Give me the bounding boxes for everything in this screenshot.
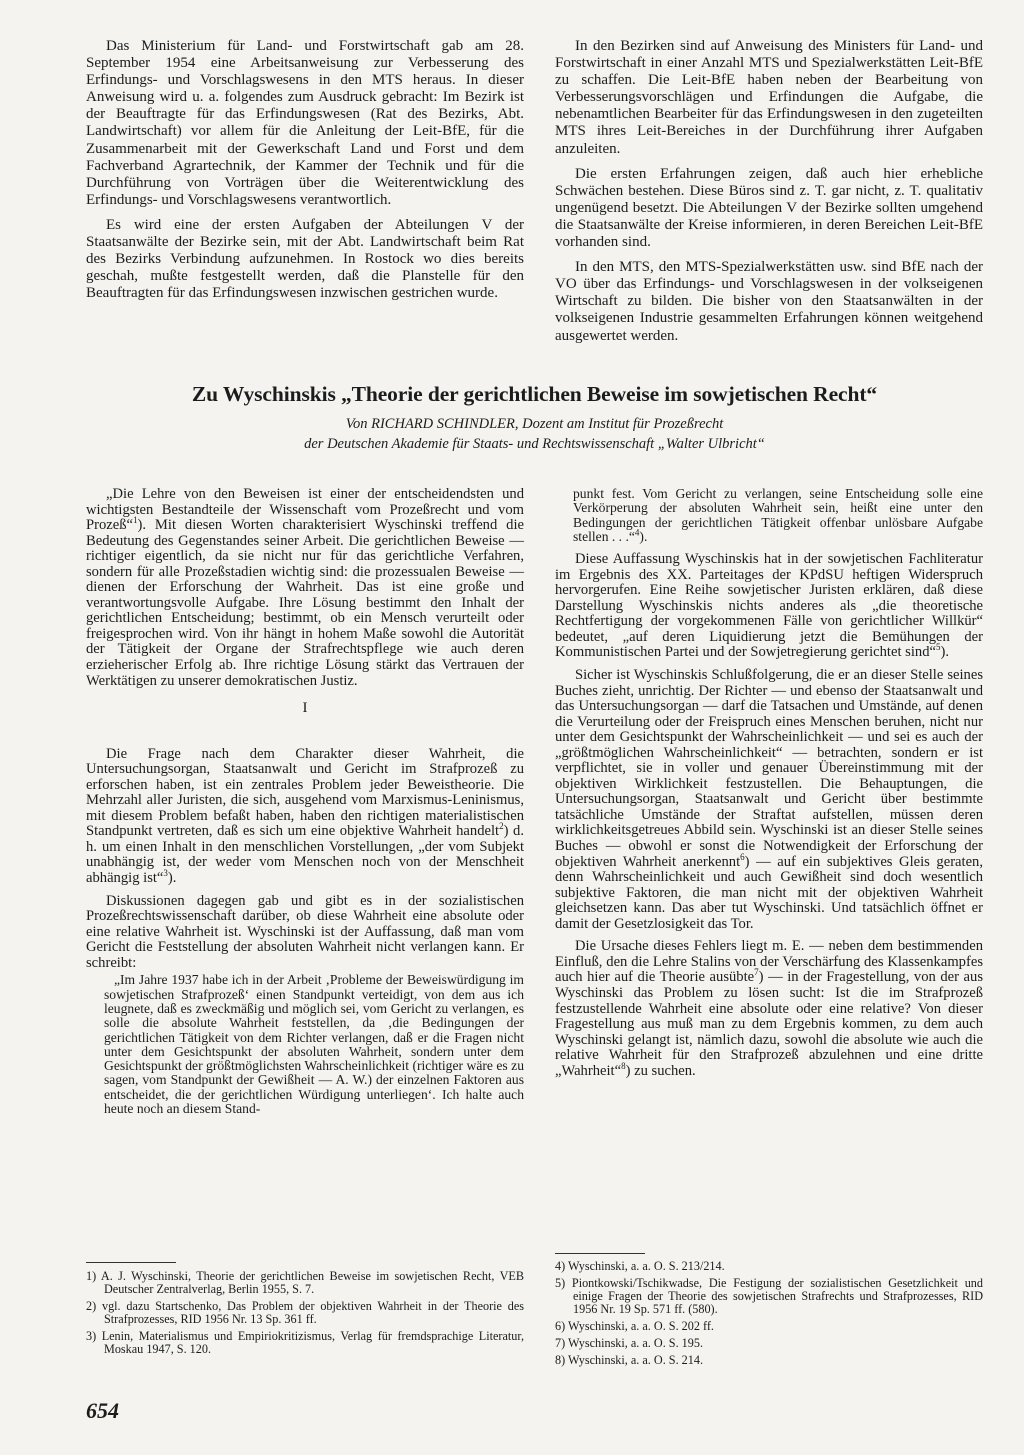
section-numeral: I xyxy=(302,700,308,717)
footnote: 1) A. J. Wyschinski, Theorie der gerichtlichen Beweise im sowjetischen Recht, VEB Deutscher Zentralverlag, Berlin 1955, S. 7. xyxy=(86,1269,524,1296)
article-left-column xyxy=(86,487,524,1116)
paragraph xyxy=(86,487,524,689)
paragraph: In den MTS, den MTS-Spezialwerkstätten usw. sind BfE nach der VO über das Erfindungs- und Vorschlagswesen in der volkseigenen Wirtschaft zu bilden. Die bisher von den Staatsanwälten in der volkseigenen Industrie gesammelten Erfahrungen können weitgehend ausgewertet werden. xyxy=(555,259,983,344)
paragraph-text: ). xyxy=(940,644,949,661)
block-quote: „Im Jahre 1937 habe ich in der Arbeit ‚Probleme der Beweiswürdigung im sowjetischen Strafprozeß‘ einen Standpunkt verteidigt, von dem aus ich leugnete, daß es zweckmäßig und möglich sei, vom Gericht zu verlangen, es solle die absolute Wahrheit feststellen, da ‚die Bedingungen der gerichtlichen Tätigkeit von dem Richter verlangen, daß er die Fragen nicht unter dem Gesichtspunkt der absoluten Wahrheit, sondern unter dem Gesichtspunkt der größtmöglichsten Wahrscheinlichkeit (richtiger wäre es zu sagen, vom Standpunkt der Gewißheit — A. W.) der einzelnen Faktoren aus entscheidet, die der gerichtlichen Würdigung unterliegen‘. Ich halte auch heute noch an diesem Stand- xyxy=(104,972,524,1116)
paragraph xyxy=(555,939,983,1079)
footnote: 5) Piontkowski/Tschikwadse, Die Festigung der sozialistischen Gesetzlichkeit und einige Fragen der Theorie des sowjetischen Strafrechts und Strafprozesses, RID 1956 Nr. 19 Sp. 571 ff. (580). xyxy=(555,1276,983,1316)
paragraph-text: ). Mit diesen Worten charakterisiert Wyschinski treffend die Bedeutung des Gegenstandes seiner Arbeit. Die gerichtlichen Beweise — richtiger eigentlich, da sie nicht nur für das gerichtliche Verfahren, sondern für alle Prozeßstadien wichtig sind: die prozessualen Beweise — dienen der Erforschung der Wahrheit. Das ist eine große und verantwortungsvolle Aufgabe. Ihre Lösung bestimmt den Inhalt der gerichtlichen Entscheidung; bestimmt, ob ein Mensch verurteilt oder freigesprochen wird. Von ihr hängt in hohem Maße sowohl die Autorität der Tätigkeit der Organe der Strafrechtspflege wie auch deren erzieherischer Erfolg ab. Ihre richtige Lösung stärkt das Vertrauen der Werktätigen zu unserer demokratischen Justiz. xyxy=(86,517,524,689)
top-article-right-column xyxy=(555,38,983,353)
paragraph xyxy=(555,552,983,661)
footnote: 4) Wyschinski, a. a. O. S. 213/214. xyxy=(555,1259,725,1273)
paragraph xyxy=(555,668,983,932)
footnote-ref[interactable]: 3 xyxy=(163,868,168,879)
footnote-ref[interactable]: 4 xyxy=(634,527,640,538)
article-right-column xyxy=(555,487,983,1086)
paragraph-text: ) zu suchen. xyxy=(625,1062,696,1079)
paragraph: Das Ministerium für Land- und Forstwirtschaft gab am 28. September 1954 eine Arbeitsanweisung zur Verbesserung des Erfindungs- und Vorschlagswesens in den MTS heraus. In dieser Anweisung wird u. a. folgendes zum Ausdruck gebracht: Im Bezirk ist der Beauftragte für das Erfindungswesen (Rat des Bezirks, Abt. Landwirtschaft) vor allem für die Anleitung der Leit-BfE, für die Zusammenarbeit mit der Gewerkschaft Land und Forst und dem Fachverband Agrartechnik, der Kammer der Technik und für die Durchführung von Vorträgen über die Weiterentwicklung des Erfindungs- und Vorschlagswesens verantwortlich. xyxy=(86,38,524,208)
byline-line-1: Von RICHARD SCHINDLER, Dozent am Institut für Prozeßrecht xyxy=(345,416,724,432)
footnote: 2) vgl. dazu Startschenko, Das Problem der objektiven Wahrheit in der Theorie des Strafprozesses, RID 1956 Nr. 13 Sp. 361 ff. xyxy=(86,1299,524,1326)
top-article-left-column xyxy=(86,38,524,310)
footnotes-left xyxy=(86,1270,524,1360)
quote-text: punkt fest. Vom Gericht zu verlangen, seine Entscheidung solle eine Verkörperung der absoluten Wahrheit sein, heißt eine unter den Bedingungen der gerichtlichen Tätigkeit offenbar unlösbare Aufgabe stellen . . .“ xyxy=(573,486,983,544)
footnote-divider xyxy=(555,1253,645,1254)
paragraph-text: ). xyxy=(167,870,177,887)
footnote-divider xyxy=(86,1262,176,1263)
paragraph-text: Die Ursache dieses Fehlers liegt m. E. — neben dem bestimmenden Einfluß, den die Lehre Stalins von der Verschärfung des Klassenkampfes auch hier auf die Theorie ausübte xyxy=(555,938,983,986)
footnote-ref[interactable]: 6 xyxy=(740,851,745,862)
paragraph-text: Sicher ist Wyschinskis Schlußfolgerung, die er an dieser Stelle seines Buches zieht, unrichtig. Der Richter — und ebenso der Staatsanwalt und das Untersuchungsorgan — darf die Tatsachen und Umstände, auf denen die Verurteilung oder der Freispruch eines Menschen beruhen, nicht nur unter dem Gesichtspunkt der Wahrscheinlichkeit — und sei es auch der „größtmöglichen Wahrscheinlichkeit“ — betrachten, sondern er ist verpflichtet, sie in voller und genauer Übereinstimmung mit der objektiven Wirklichkeit festzustellen. Die Behauptungen, die Untersuchungsorgan, Staatsanwalt und Gericht über bestimmte tatsächliche Umstände der Straftat aufstellen, müssen deren wirklichkeitsgetreues Abbild sein. Wyschinski ist an dieser Stelle seines Buches — obwohl er sonst die Notwendigkeit der Erforschung der objektiven Wahrheit anerkennt xyxy=(555,667,983,870)
quote-text: ). xyxy=(639,528,648,544)
footnotes-right xyxy=(555,1260,983,1371)
paragraph-text: ) — in der Fragestellung, von der aus Wyschinski das Problem zu lösen sucht: Ist die im Strafprozeß festzustellende Wahrheit eine absolute oder eine relative? Von dieser Fragestellung aus muß man zu dem Ergebnis kommen, zu dem auch Wyschinski gelangt ist, nämlich dazu, sowohl die absolute wie auch die relative Wahrheit für den Strafprozeß abzulehnen und eine dritte „Wahrheit“ xyxy=(555,969,984,1079)
paragraph xyxy=(86,747,524,887)
footnote: 7) Wyschinski, a. a. O. S. 195. xyxy=(555,1336,703,1350)
paragraph-text: ) — auf ein subjektives Gleis geraten, denn Wahrscheinlichkeit und auch Gewißheit sind doch wesentlich subjektive Faktoren, die man nicht mit der objektiven Wahrheit gleichsetzen kann. Das aber tut Wyschinski. Und tatsächlich öffnet er damit der Gesetzlosigkeit das Tor. xyxy=(555,853,984,932)
article-title: Zu Wyschinskis „Theorie der gerichtlichen Beweise im sowjetischen Recht“ xyxy=(191,382,878,406)
paragraph: In den Bezirken sind auf Anweisung des Ministers für Land- und Forstwirtschaft in einer Anzahl MTS und Spezialwerkstätten Leit-BfE zu schaffen. Die Leit-BfE haben neben der Bearbeitung von Verbesserungsvorschlägen und Erfindungen die Aufgabe, die nebenamtlichen Bearbeiter für das Erfindungswesen in den zugeteilten MTS ihres Leit-Bereiches in der Durchführung ihrer Aufgaben anzuleiten. xyxy=(555,38,983,157)
footnote-ref[interactable]: 1 xyxy=(133,515,138,526)
paragraph-text: „Die Lehre von den Beweisen ist einer der entscheidendsten und wichtigsten Bestandteile der Wissenschaft vom Prozeßrecht und vom Prozeß“ xyxy=(86,486,524,534)
paragraph: Diskussionen dagegen gab und gibt es in der sozialistischen Prozeßrechtswissenschaft darüber, ob diese Wahrheit eine absolute oder eine relative Wahrheit ist. Wyschinski ist der Auffassung, daß man vom Gericht die Feststellung der absoluten Wahrheit nicht verlangen kann. Er schreibt: xyxy=(86,892,524,971)
byline-line-2: der Deutschen Akademie für Staats- und Rechtswissenschaft „Walter Ulbricht“ xyxy=(304,436,765,452)
page-number: 654 xyxy=(86,1398,119,1423)
footnote: 6) Wyschinski, a. a. O. S. 202 ff. xyxy=(555,1319,714,1333)
footnote-ref[interactable]: 2 xyxy=(499,821,504,832)
article-byline xyxy=(86,414,983,454)
footnote: 8) Wyschinski, a. a. O. S. 214. xyxy=(555,1353,703,1367)
footnote-ref[interactable]: 5 xyxy=(935,642,941,653)
paragraph: Die ersten Erfahrungen zeigen, daß auch hier erhebliche Schwächen bestehen. Diese Büros sind z. T. gar nicht, z. T. qualitativ ungenügend besetzt. Die Abteilungen V der Bezirke sollten umgehend die Staatsanwälte der Kreise informieren, in deren Bereichen Leit-BfE vorhanden sind. xyxy=(555,165,983,251)
footnote-ref[interactable]: 8 xyxy=(621,1060,626,1071)
footnote: 3) Lenin, Materialismus und Empiriokritizismus, Verlag für fremdsprachige Literatur, Moskau 1947, S. 120. xyxy=(86,1329,524,1356)
block-quote-continuation xyxy=(573,487,983,544)
paragraph-text: ) d. h. um einen Inhalt in den menschlichen Vorstellungen, „der vom Subjekt unabhängig ist, der weder vom Menschen noch von der Menschheit abhängig ist“ xyxy=(86,823,524,887)
paragraph: Es wird eine der ersten Aufgaben der Abteilungen V der Staatsanwälte der Bezirke sein, mit der Abt. Landwirtschaft beim Rat des Bezirks Verbindung aufzunehmen. In Rostock wo dies bereits geschah, mußte festgestellt werden, daß die Planstelle für den Beauftragten für das Erfindungswesen inzwischen gestrichen wurde. xyxy=(86,216,524,302)
paragraph-text: Die Frage nach dem Charakter dieser Wahrheit, die Untersuchungsorgan, Staatsanwalt und Gericht im Strafprozeß zu erforschen haben, ist ein zentrales Problem jeder Beweistheorie. Die Mehrzahl aller Juristen, die sich, ausgehend vom Marxismus-Leninismus, mit diesem Problem befaßt haben, haben den richtigen materialistischen Standpunkt vertreten, daß es sich um eine objektive Wahrheit handelt xyxy=(86,745,524,840)
footnote-ref[interactable]: 7 xyxy=(754,967,759,978)
paragraph-text: Diese Auffassung Wyschinskis hat in der sowjetischen Fachliteratur im Ergebnis des XX. Parteitages der KPdSU heftigen Widerspruch hervorgerufen. Eine Reihe sowjetischer Juristen erklären, daß diese Darstellung Wyschinskis nichts anderes als „die theoretische Rechtfertigung der vorgekommenen Fälle von gerichtlicher Willkür“ bedeutet, „auf deren Liquidierung jetzt die Bemühungen der Kommunistischen Partei und der Sowjetregierung gerichtet sind“ xyxy=(555,551,983,661)
